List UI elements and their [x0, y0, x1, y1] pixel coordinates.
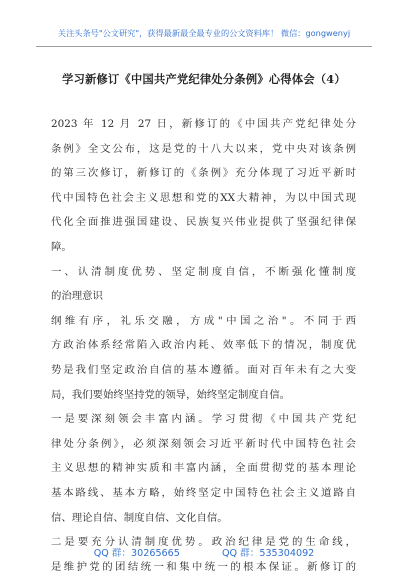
body-line: 一是要深刻领会丰富内涵。学习贯彻《中国共产党纪: [51, 413, 356, 426]
body-line: 信、理论自信、制度自信、文化自信。: [51, 511, 228, 524]
header-divider: [36, 46, 372, 47]
body-line: 的治理意识: [51, 290, 103, 303]
body-line: 2023 年 12 月 27 日，新修订的《中国共产党纪律处分: [51, 118, 356, 130]
body-line: 一、认清制度优势、坚定制度自信，不断强化懂制度: [51, 265, 356, 278]
document-title: 学习新修订《中国共产党纪律处分条例》心得体会（4）: [62, 72, 346, 86]
body-line: 基本路线、基本方略，始终坚定中国特色社会主义道路自: [51, 486, 356, 499]
body-line: 纲维有序，礼乐交融，方成"中国之治"。不同于西: [51, 314, 356, 327]
footer-qq-group-1: QQ 群：30265665: [93, 548, 180, 559]
body-line: 局，我们要始终坚持党的领导，始终坚定制度自信。: [51, 388, 290, 401]
footer-qq-group-2: QQ 群：535304092: [222, 548, 315, 559]
footer: [0, 545, 408, 559]
body-line: 是维护党的团结统一和集中统一的根本保证。新修订的: [51, 560, 356, 573]
body-line: 二是要充分认清制度优势。政治纪律是党的生命线，: [51, 536, 356, 549]
body-line: 主义思想的精神实质和丰富内涵，全面贯彻党的基本理论: [51, 462, 356, 475]
body-line: 代中国特色社会主义思想和党的XX大精神，为以中国式现: [51, 191, 356, 204]
body-line: 律处分条例》，必须深刻领会习近平新时代中国特色社会: [51, 437, 356, 450]
body-line: 的第三次修订，新修订的《条例》充分体现了习近平新时: [51, 167, 356, 180]
body-line: 势是我们坚定政治自信的基本遵循。面对百年未有之大变: [51, 363, 356, 376]
document-body: [51, 112, 356, 579]
body-line: 代化全面推进强国建设、民族复兴伟业提供了坚强纪律保: [51, 216, 356, 229]
body-line: 方政治体系经常陷入政治内耗、效率低下的情况，制度优: [51, 339, 356, 352]
body-line: 障。: [51, 240, 72, 253]
body-line: 条例》全文公布，这是党的十八大以来，党中央对该条例: [51, 142, 356, 155]
header-banner: 关注头条号"公文研究"，获得最新最全最专业的公文资料库！ 微信：gongwenyj: [57, 28, 351, 38]
